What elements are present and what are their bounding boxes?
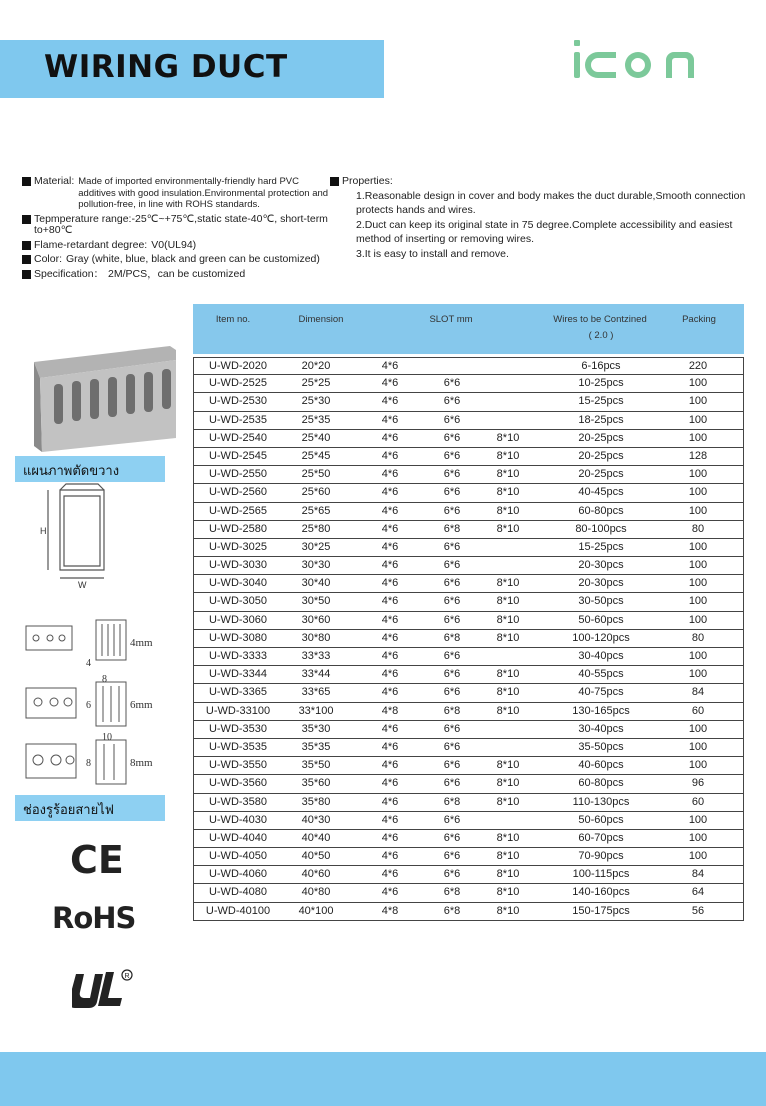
cell-wires: 35-50pcs: [578, 740, 624, 753]
cell-wires: 20-30pcs: [578, 577, 624, 590]
slot-label-6: 6mm: [130, 699, 153, 711]
properties-title: Properties:: [342, 175, 393, 187]
cell-item-no: U-WD-4060: [208, 868, 268, 881]
properties-section: [330, 174, 750, 261]
cell-wires: 110-130pcs: [572, 795, 630, 808]
cell-wires: 40-45pcs: [578, 486, 624, 499]
cell-item-no: U-WD-4030: [208, 813, 268, 826]
cell-slot-3: 8*10: [496, 504, 520, 517]
cell-wires: 18-25pcs: [578, 413, 624, 426]
spec-color: Color: Gray (white, blue, black and green can be customized): [22, 254, 332, 266]
cell-packing: 100: [688, 577, 708, 590]
cell-dimension: 30*40: [301, 577, 331, 590]
footer-bar: [0, 1052, 766, 1106]
slot-label-8: 8mm: [130, 757, 153, 769]
cell-packing: 100: [688, 650, 708, 662]
cell-packing: 80: [691, 631, 705, 644]
cell-slot-1: 4*6: [381, 577, 399, 590]
cell-item-no: U-WD-2530: [208, 395, 268, 408]
cell-slot-3: 8*10: [496, 468, 520, 481]
cell-wires: 80-100pcs: [575, 522, 627, 535]
cell-item-no: U-WD-3040: [208, 577, 268, 590]
cell-slot-1: 4*6: [381, 413, 399, 426]
spec-specification: Specification： 2M/PCS，can be customized: [22, 269, 332, 281]
cell-slot-1: 4*6: [381, 886, 399, 899]
header-packing: Packing: [682, 314, 716, 325]
bullet-icon: [22, 270, 31, 279]
cell-slot-3: 8*10: [496, 522, 520, 535]
table-row: [193, 884, 744, 902]
cell-item-no: U-WD-3560: [208, 777, 268, 790]
cell-dimension: 40*80: [301, 886, 331, 899]
cell-wires: 130-165pcs: [572, 704, 630, 717]
cell-item-no: U-WD-2560: [208, 486, 268, 499]
cell-slot-3: 8*10: [496, 777, 520, 790]
cell-dimension: 35*30: [301, 722, 331, 735]
cell-slot-2: 6*6: [443, 759, 461, 772]
cell-slot-3: 8*10: [496, 904, 520, 917]
cell-item-no: U-WD-33100: [205, 704, 271, 717]
header-dimension: Dimension: [298, 314, 344, 325]
table-row: [193, 484, 744, 502]
cell-dimension: 33*33: [301, 650, 331, 662]
table-row: [193, 503, 744, 521]
cell-slot-2: 6*6: [443, 449, 461, 462]
cell-packing: 100: [688, 740, 708, 753]
cell-slot-1: 4*6: [381, 686, 399, 699]
cell-dimension: 33*65: [301, 686, 331, 699]
cell-wires: 60-80pcs: [578, 504, 624, 517]
cell-slot-1: 4*6: [381, 795, 399, 808]
table-row: [193, 757, 744, 775]
cell-slot-2: 6*8: [443, 795, 461, 808]
table-row: [193, 812, 744, 830]
cell-item-no: U-WD-3050: [208, 595, 268, 608]
cell-slot-3: 8*10: [496, 686, 520, 699]
header-wires: Wires to be Contzined: [553, 314, 647, 325]
table-row: [193, 430, 744, 448]
cell-dimension: 35*80: [301, 795, 331, 808]
cell-slot-3: 8*10: [496, 668, 520, 681]
cell-dimension: 35*60: [301, 777, 331, 790]
cell-wires: 100-115pcs: [572, 868, 630, 881]
cell-slot-2: 6*6: [443, 868, 461, 881]
property-item: 2.Duct can keep its original state in 75 degree.Complete accessibility and easiest method of inserting or removing wires.: [356, 218, 733, 245]
cell-slot-1: 4*6: [381, 595, 399, 608]
cell-item-no: U-WD-2020: [208, 360, 268, 372]
cell-slot-3: 8*10: [496, 850, 520, 863]
table-row: [193, 721, 744, 739]
table-row: [193, 412, 744, 430]
cell-packing: 80: [691, 522, 705, 535]
cell-dimension: 40*100: [298, 904, 334, 917]
cell-item-no: U-WD-3580: [208, 795, 268, 808]
cell-slot-2: 6*6: [443, 813, 461, 826]
cell-slot-3: 8*10: [496, 886, 520, 899]
cell-dimension: 25*60: [301, 486, 331, 499]
cell-item-no: U-WD-3365: [208, 686, 268, 699]
cell-packing: 220: [688, 360, 708, 372]
cell-slot-2: 6*6: [443, 650, 461, 662]
slot-num-10: 10: [102, 732, 112, 743]
bullet-icon: [22, 215, 31, 224]
title-banner: [0, 40, 384, 98]
cell-slot-1: 4*6: [381, 540, 399, 553]
cell-slot-1: 4*6: [381, 722, 399, 735]
cell-packing: 100: [688, 668, 708, 681]
cell-item-no: U-WD-3060: [208, 613, 268, 626]
cell-slot-1: 4*6: [381, 613, 399, 626]
cell-packing: 100: [688, 759, 708, 772]
cell-slot-2: 6*8: [443, 904, 461, 917]
cell-packing: 100: [688, 595, 708, 608]
table-row: [193, 648, 744, 666]
rohs-mark: RoHS: [52, 901, 136, 935]
cell-wires: 50-60pcs: [578, 813, 624, 826]
cell-wires: 10-25pcs: [578, 377, 624, 390]
slot-num-4: 4: [86, 658, 91, 669]
cell-dimension: 30*60: [301, 613, 331, 626]
spec-table: [193, 357, 744, 921]
icon-logo: [572, 32, 742, 92]
cell-dimension: 20*20: [301, 360, 331, 372]
cell-slot-3: 8*10: [496, 577, 520, 590]
cell-item-no: U-WD-3080: [208, 631, 268, 644]
cell-dimension: 25*80: [301, 522, 331, 535]
cell-wires: 6-16pcs: [581, 360, 621, 372]
duct-photo: [20, 326, 180, 456]
header-wires-sub: ( 2.0 ): [588, 330, 614, 341]
cell-dimension: 33*44: [301, 668, 331, 681]
cell-slot-3: 8*10: [496, 613, 520, 626]
cell-slot-1: 4*6: [381, 522, 399, 535]
cell-slot-2: 6*6: [443, 777, 461, 790]
table-row: [193, 575, 744, 593]
cell-item-no: U-WD-3025: [208, 540, 268, 553]
cell-wires: 70-90pcs: [578, 850, 624, 863]
cell-dimension: 30*50: [301, 595, 331, 608]
cell-item-no: U-WD-3344: [208, 668, 268, 681]
wire-holes-label: ช่องรูร้อยสายไฟ: [15, 795, 165, 821]
table-row: [193, 703, 744, 721]
cell-item-no: U-WD-2550: [208, 468, 268, 481]
property-item: 1.Reasonable design in cover and body makes the duct durable,Smooth connection protects hands and wires.: [356, 189, 746, 216]
cell-slot-2: 6*6: [443, 395, 461, 408]
table-row: [193, 630, 744, 648]
cell-slot-2: 6*6: [443, 540, 461, 553]
dim-h-label: H: [40, 526, 47, 536]
cell-slot-1: 4*6: [381, 449, 399, 462]
cell-dimension: 25*65: [301, 504, 331, 517]
cell-packing: 84: [691, 686, 705, 699]
table-row: [193, 666, 744, 684]
cell-slot-1: 4*6: [381, 777, 399, 790]
cell-wires: 150-175pcs: [572, 904, 630, 917]
cell-item-no: U-WD-2545: [208, 449, 268, 462]
cell-dimension: 40*30: [301, 813, 331, 826]
cell-slot-1: 4*6: [381, 468, 399, 481]
cell-packing: 100: [688, 813, 708, 826]
cell-slot-1: 4*6: [381, 395, 399, 408]
cell-slot-2: 6*6: [443, 559, 461, 572]
cell-slot-3: 8*10: [496, 831, 520, 844]
cell-packing: 100: [688, 486, 708, 499]
header-slot: SLOT mm: [429, 314, 473, 325]
cell-dimension: 30*80: [301, 631, 331, 644]
cell-item-no: U-WD-3333: [208, 650, 268, 662]
cell-slot-1: 4*8: [381, 904, 399, 917]
cell-packing: 100: [688, 613, 708, 626]
cell-dimension: 25*35: [301, 413, 331, 426]
cell-slot-1: 4*6: [381, 850, 399, 863]
table-row: [193, 466, 744, 484]
slot-diagrams: [22, 616, 172, 786]
cell-wires: 20-25pcs: [578, 468, 624, 481]
cell-item-no: U-WD-3530: [208, 722, 268, 735]
table-row: [193, 739, 744, 757]
cell-packing: 100: [688, 722, 708, 735]
cell-packing: 100: [688, 559, 708, 572]
cell-packing: 100: [688, 504, 708, 517]
svg-text:R: R: [124, 973, 130, 980]
cell-slot-3: 8*10: [496, 595, 520, 608]
cell-item-no: U-WD-4050: [208, 850, 268, 863]
cell-item-no: U-WD-3535: [208, 740, 268, 753]
cell-slot-3: 8*10: [496, 449, 520, 462]
cell-packing: 100: [688, 413, 708, 426]
table-row: [193, 866, 744, 884]
cell-item-no: U-WD-3030: [208, 559, 268, 572]
cell-item-no: U-WD-2565: [208, 504, 268, 517]
cell-item-no: U-WD-4080: [208, 886, 268, 899]
cell-slot-1: 4*6: [381, 486, 399, 499]
bullet-icon: [22, 177, 31, 186]
cell-slot-3: 8*10: [496, 868, 520, 881]
cell-slot-2: 6*6: [443, 668, 461, 681]
ce-mark: CE: [70, 838, 124, 882]
cell-wires: 40-60pcs: [578, 759, 624, 772]
cell-wires: 30-40pcs: [578, 722, 624, 735]
cell-dimension: 35*35: [301, 740, 331, 753]
bullet-icon: [22, 255, 31, 264]
cell-slot-2: 6*8: [443, 631, 461, 644]
cell-dimension: 33*100: [298, 704, 334, 717]
cell-slot-3: 8*10: [496, 431, 520, 444]
cell-slot-1: 4*6: [381, 831, 399, 844]
cell-packing: 100: [688, 831, 708, 844]
cell-slot-1: 4*6: [381, 631, 399, 644]
cell-packing: 100: [688, 468, 708, 481]
cell-packing: 100: [688, 431, 708, 444]
table-row: [193, 612, 744, 630]
cell-slot-2: 6*6: [443, 431, 461, 444]
cell-slot-1: 4*6: [381, 868, 399, 881]
slot-num-8a: 8: [102, 674, 107, 685]
cell-packing: 64: [691, 886, 705, 899]
bullet-icon: [330, 177, 339, 186]
table-row: [193, 357, 744, 375]
cell-wires: 30-40pcs: [578, 650, 624, 662]
cell-slot-1: 4*6: [381, 504, 399, 517]
ul-mark-icon: [72, 968, 134, 1008]
table-row: [193, 593, 744, 611]
slot-num-8: 8: [86, 758, 91, 769]
cell-item-no: U-WD-2525: [208, 377, 268, 390]
cell-item-no: U-WD-2540: [208, 431, 268, 444]
cell-packing: 100: [688, 850, 708, 863]
cell-dimension: 25*45: [301, 449, 331, 462]
spec-temperature: Tepmperature range:-25℃~+75℃,static state-40℃, short-term to+80℃: [22, 214, 332, 237]
cell-packing: 56: [691, 904, 705, 917]
cell-wires: 40-75pcs: [578, 686, 624, 699]
property-item: 3.It is easy to install and remove.: [356, 247, 509, 260]
cell-wires: 40-55pcs: [578, 668, 624, 681]
cell-slot-3: 8*10: [496, 486, 520, 499]
cell-wires: 15-25pcs: [578, 395, 624, 408]
cell-slot-2: 6*6: [443, 831, 461, 844]
cell-slot-1: 4*6: [381, 759, 399, 772]
cross-section-diagram: [36, 482, 126, 592]
cell-slot-1: 4*6: [381, 650, 399, 662]
cell-wires: 50-60pcs: [578, 613, 624, 626]
cell-dimension: 25*50: [301, 468, 331, 481]
page-title: WIRING DUCT: [44, 49, 288, 85]
cell-item-no: U-WD-2535: [208, 413, 268, 426]
cell-slot-2: 6*8: [443, 522, 461, 535]
cell-slot-2: 6*6: [443, 613, 461, 626]
cell-slot-1: 4*6: [381, 360, 399, 372]
cell-item-no: U-WD-40100: [205, 904, 271, 917]
cell-slot-2: 6*6: [443, 722, 461, 735]
cell-slot-2: 6*8: [443, 886, 461, 899]
cell-slot-3: 8*10: [496, 759, 520, 772]
bullet-icon: [22, 241, 31, 250]
spec-material: Material: Made of imported environmentally-friendly hard PVC additives with good insulation.Environmental protection and pollution-free, in line with ROHS standards.: [22, 176, 332, 211]
cell-wires: 15-25pcs: [578, 540, 624, 553]
cell-slot-1: 4*6: [381, 813, 399, 826]
cell-slot-2: 6*6: [443, 468, 461, 481]
cell-packing: 128: [688, 449, 708, 462]
spec-flame: Flame-retardant degree: V0(UL94): [22, 240, 332, 252]
cell-dimension: 30*25: [301, 540, 331, 553]
slot-label-4: 4mm: [130, 637, 153, 649]
cross-section-label: แผนภาพตัดขวาง: [15, 456, 165, 482]
table-row: [193, 903, 744, 921]
cell-wires: 140-160pcs: [572, 886, 630, 899]
cell-wires: 20-30pcs: [578, 559, 624, 572]
table-row: [193, 830, 744, 848]
cell-dimension: 40*50: [301, 850, 331, 863]
cell-slot-2: 6*6: [443, 577, 461, 590]
cell-slot-2: 6*6: [443, 377, 461, 390]
table-row: [193, 539, 744, 557]
cell-slot-1: 4*6: [381, 377, 399, 390]
table-row: [193, 393, 744, 411]
table-row: [193, 848, 744, 866]
cell-dimension: 25*25: [301, 377, 331, 390]
cell-packing: 60: [691, 795, 705, 808]
cell-slot-2: 6*8: [443, 704, 461, 717]
cell-wires: 20-25pcs: [578, 449, 624, 462]
cell-item-no: U-WD-2580: [208, 522, 268, 535]
cell-slot-2: 6*6: [443, 740, 461, 753]
table-row: [193, 794, 744, 812]
cell-slot-2: 6*6: [443, 595, 461, 608]
table-row: [193, 375, 744, 393]
header-item: Item no.: [215, 314, 251, 325]
cell-slot-1: 4*6: [381, 668, 399, 681]
cell-wires: 60-70pcs: [578, 831, 624, 844]
cell-slot-1: 4*8: [381, 704, 399, 717]
cell-dimension: 25*30: [301, 395, 331, 408]
cell-wires: 60-80pcs: [578, 777, 624, 790]
cell-packing: 100: [688, 395, 708, 408]
cell-slot-3: 8*10: [496, 795, 520, 808]
cell-packing: 96: [691, 777, 705, 790]
cell-packing: 60: [691, 704, 705, 717]
cell-packing: 100: [688, 540, 708, 553]
cell-item-no: U-WD-4040: [208, 831, 268, 844]
table-row: [193, 521, 744, 539]
cell-dimension: 30*30: [301, 559, 331, 572]
cell-dimension: 25*40: [301, 431, 331, 444]
cell-slot-2: 6*6: [443, 504, 461, 517]
table-header: [193, 304, 744, 354]
cell-slot-1: 4*6: [381, 559, 399, 572]
cell-wires: 20-25pcs: [578, 431, 624, 444]
cell-dimension: 40*40: [301, 831, 331, 844]
cell-slot-2: 6*6: [443, 486, 461, 499]
table-row: [193, 775, 744, 793]
cell-wires: 30-50pcs: [578, 595, 624, 608]
cell-slot-2: 6*6: [443, 686, 461, 699]
cell-dimension: 35*50: [301, 759, 331, 772]
cell-slot-1: 4*6: [381, 431, 399, 444]
cell-packing: 84: [691, 868, 705, 881]
cell-packing: 100: [688, 377, 708, 390]
table-row: [193, 684, 744, 702]
cell-slot-3: 8*10: [496, 704, 520, 717]
table-row: [193, 557, 744, 575]
dim-w-label: W: [78, 580, 87, 590]
cell-slot-1: 4*6: [381, 740, 399, 753]
table-row: [193, 448, 744, 466]
cell-dimension: 40*60: [301, 868, 331, 881]
spec-list: [22, 176, 332, 281]
cell-slot-2: 6*6: [443, 850, 461, 863]
cell-wires: 100-120pcs: [572, 631, 630, 644]
cell-item-no: U-WD-3550: [208, 759, 268, 772]
cell-slot-3: 8*10: [496, 631, 520, 644]
slot-num-6: 6: [86, 700, 91, 711]
cell-slot-2: 6*6: [443, 413, 461, 426]
